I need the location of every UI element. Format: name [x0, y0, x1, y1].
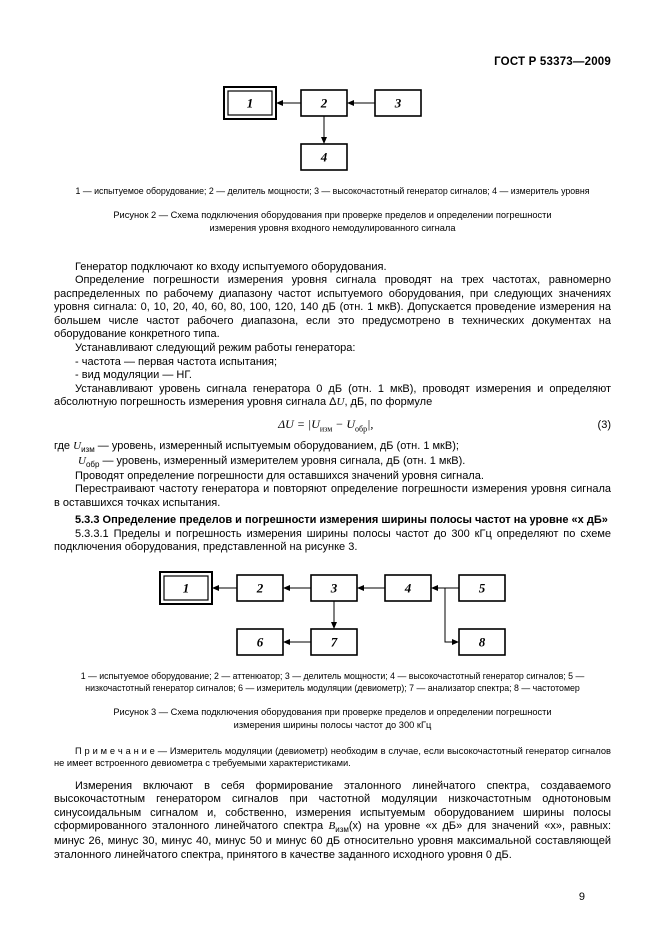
figure3-arrow-3-to-2 [283, 585, 311, 591]
figure2-box2-label: 2 [320, 95, 327, 111]
figure3-box-lf-generator [459, 575, 505, 601]
b-izm-variable: B [328, 820, 336, 833]
para-5-3-3-1: 5.3.3.1 Пределы и погрешность измерения ширины полосы частот до 300 кГц определяют по схеме подключения оборудования, представленной на рисунке 3. [54, 527, 611, 554]
para-remaining-levels: Проводят определение погрешности для оставшихся значений уровня сигнала. [75, 469, 484, 482]
figure2-diagram [217, 80, 449, 176]
formula-row [54, 417, 611, 434]
figure3-box-hf-generator [385, 575, 431, 601]
page-number: 9 [578, 891, 585, 903]
figure3-legend: 1 — испытуемое оборудование; 2 — аттенюатор; 3 — делитель мощности; 4 — высокочастотный генератор сигналов; 5 — низкочастотный генератор сигналов; 6 — измеритель модуляции (девиометр); 7 — анализатор спектра; 8 — частотомер [80, 670, 585, 693]
figure3-arrow-3-to-7 [331, 601, 337, 629]
figure2-caption: Рисунок 2 — Схема подключения оборудования при проверке пределов и определении погрешности измерения уровня входного немодулированного сигнала [113, 209, 552, 233]
figure3-arrow-2-to-1 [212, 585, 237, 591]
figure3-box-attenuator [237, 575, 283, 601]
u-obr-variable: U [78, 454, 86, 467]
closing-text [54, 780, 611, 863]
section-heading-5-3-3: 5.3.3 Определение пределов и погрешности измерения ширины полосы частот на уровне «x дБ» [75, 514, 608, 527]
u-izm-variable: U [73, 439, 82, 452]
para-error-determination: Определение погрешности измерения уровня сигнала проводят на трех частотах, равномерно распределенных по рабочему диапазону частот испытуемого оборудования, при следующих значениях уровня сигнала: 0, 10, 20, 40, 60, 80, 100, 120, 140 дБ (отн. 1 мкВ). Допускается проведение измерения на большем числе частот рабочего диапазона, если это предусмотрено в технических документах на оборудование конкретного типа. [54, 274, 611, 341]
figure2-arrow-2-to-4 [321, 116, 327, 144]
figure3-box-frequency-counter [459, 629, 505, 655]
doc-number: ГОСТ Р 53373—2009 [494, 56, 611, 68]
figure3-branch-to-8 [445, 588, 459, 645]
figure2-arrow-2-to-1 [276, 100, 301, 106]
figure2-box1-label: 1 [246, 95, 253, 111]
figure3-box1-label: 1 [182, 580, 189, 596]
figure3-box7-label: 7 [330, 634, 337, 650]
figure3-box8-label: 8 [478, 634, 485, 650]
figure2-diagram-wrap [54, 80, 611, 176]
figure3-box-equipment-under-test [160, 572, 212, 604]
figure3-diagram [153, 565, 513, 661]
figure3-diagram-wrap [54, 565, 611, 661]
formula-number: (3) [597, 418, 611, 431]
figure3-box-power-divider [311, 575, 357, 601]
figure3-box3-label: 3 [330, 580, 337, 596]
figure3-caption: Рисунок 3 — Схема подключения оборудования при проверке пределов и определении погрешности измерения ширины полосы частот до 300 кГц [113, 706, 552, 730]
para-measurements-spectrum: Измерения включают в себя формирование эталонного линейчатого спектра, создаваемого высокочастотным генератором сигналов при частотной модуляции низкочастотным однотоновым синусоидальным сигналом и, собственно, измерения испытуемым оборудованием ширины полосы сформированного эталонного линейчатого спектра $B_{изм}(x)$ на уровне «x дБ» для значений «x», равных: минус 26, минус 30, минус 40, минус 50 и минус 60 дБ относительно уровня максимальной составляющей эталонного линейчатого спектра, принятого в качестве заданного исходного уровня 0 дБ. [54, 779, 612, 861]
figure2-legend: 1 — испытуемое оборудование; 2 — делитель мощности; 3 — высокочастотный генератор сигналов; 4 — измеритель уровня [75, 186, 590, 196]
figure3-box-spectrum-analyzer [311, 629, 357, 655]
figure2-box-level-meter [301, 144, 347, 170]
figure2-box-hf-generator [375, 90, 421, 116]
figure3-box4-label: 4 [404, 580, 411, 596]
figure3-arrow-7-to-6 [283, 639, 311, 645]
figure3-arrow-4-to-3 [357, 585, 385, 591]
figure2-box-equipment-under-test [224, 87, 276, 119]
body-text [54, 261, 611, 555]
formula-3: $\Delta U = |U_{изм} - U_{обр}|$, [278, 416, 374, 433]
figure3-box-modulation-meter [237, 629, 283, 655]
formula-where-line2: $U_{обр}$ — уровень, измеренный измерителем уровня сигнала, дБ (отн. 1 мкВ). [78, 454, 466, 469]
figure2-box3-label: 3 [394, 95, 401, 111]
list-item-modulation: - вид модуляции — НГ. [75, 369, 192, 382]
note-paragraph: П р и м е ч а н и е — Измеритель модуляции (девиометр) необходим в случае, если высокочастотный генератор сигналов не имеет встроенного девиометра с требуемыми характеристиками. [54, 745, 611, 768]
delta-u-variable: U [336, 396, 345, 409]
figure2-arrow-3-to-2 [347, 100, 375, 106]
figure3-box6-label: 6 [256, 634, 263, 650]
figure2-box4-label: 4 [320, 149, 327, 165]
para-generator-mode: Устанавливают следующий режим работы генератора: [75, 342, 356, 354]
para-set-level: Устанавливают уровень сигнала генератора 0 дБ (отн. 1 мкВ), проводят измерения и определяют абсолютную погрешность измерения уровня сигнала ΔU, дБ, по формуле [54, 382, 611, 409]
para-retune-frequency: Перестраивают частоту генератора и повторяют определение погрешности измерения уровня сигнала в оставшихся точках испытания. [54, 483, 611, 509]
figure3-box5-label: 5 [478, 580, 485, 596]
figure3-box2-label: 2 [256, 580, 263, 596]
list-item-frequency: - частота — первая частота испытания; [75, 355, 278, 368]
figure2-box-power-divider [301, 90, 347, 116]
formula-where-line1: где $U_{изм}$ — уровень, измеренный испытуемым оборудованием, дБ (отн. 1 мкВ); [54, 439, 459, 454]
para-generator-connect: Генератор подключают ко входу испытуемого оборудования. [75, 260, 387, 273]
